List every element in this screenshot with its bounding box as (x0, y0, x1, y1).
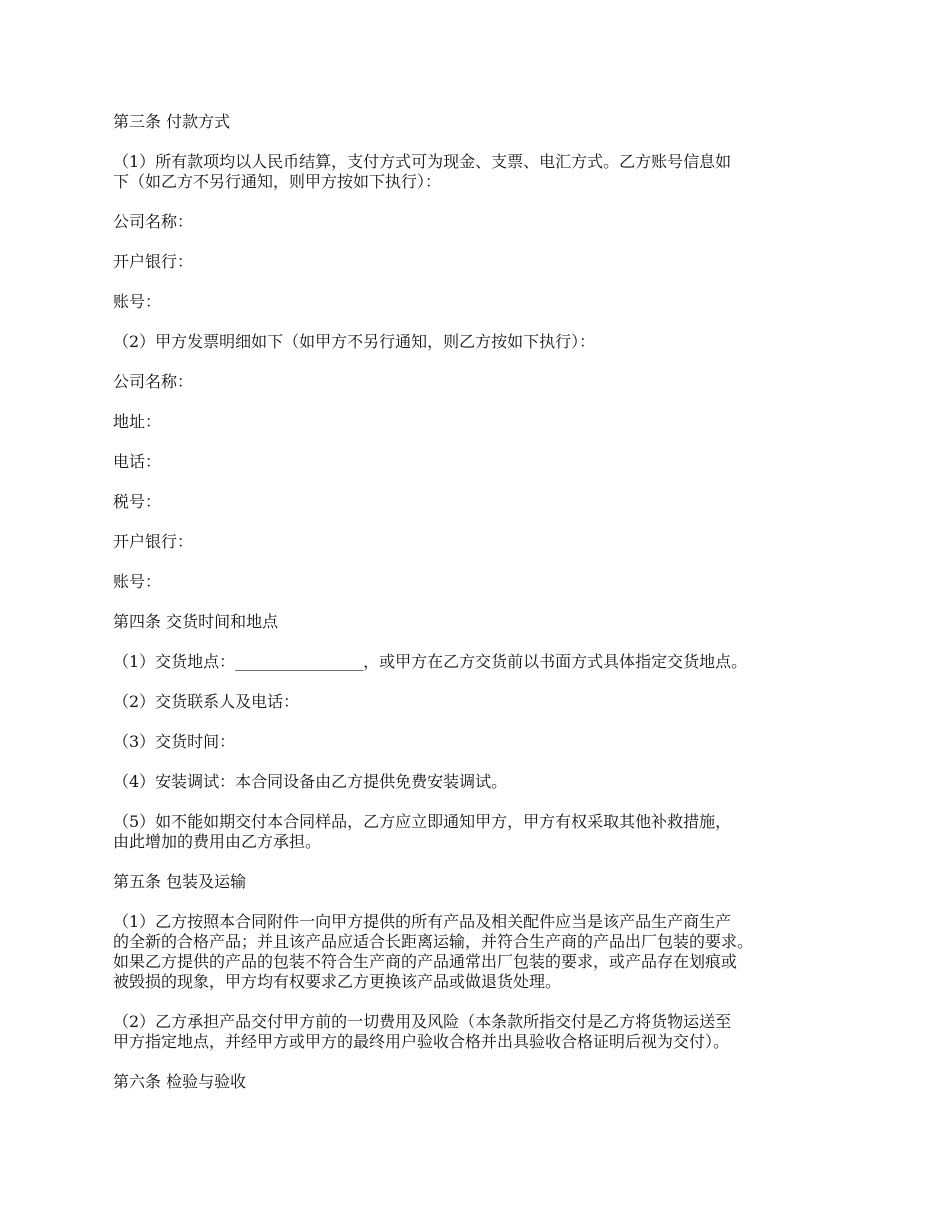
section3-account-2: 账号： (113, 572, 162, 591)
section3-company-name-2: 公司名称： (113, 372, 194, 391)
section3-account-1: 账号： (113, 292, 162, 311)
section3-address: 地址： (113, 412, 162, 431)
section4-item3: （3）交货时间： (113, 732, 236, 751)
section5-title: 第五条 包装及运输 (113, 872, 247, 891)
section4-item4: （4）安装调试：本合同设备由乙方提供免费安装调试。 (113, 772, 508, 791)
section3-item1: （1）所有款项均以人民币结算，支付方式可为现金、支票、电汇方式。乙方账号信息如 下（如乙方不另行通知，则甲方按如下执行）： (113, 152, 732, 191)
section4-title: 第四条 交货时间和地点 (113, 612, 279, 631)
section3-company-name-1: 公司名称： (113, 212, 194, 231)
section4-item5: （5）如不能如期交付本合同样品，乙方应立即通知甲方，甲方有权采取其他补救措施， 由此增加的费用由乙方承担。 (113, 812, 732, 851)
section4-item1: （1）交货地点：________________，或甲方在乙方交货前以书面方式具体指定交货地点。 (113, 652, 748, 671)
section5-item2: （2）乙方承担产品交付甲方前的一切费用及风险（本条款所指交付是乙方将货物运送至 甲方指定地点，并经甲方或甲方的最终用户验收合格并出具验收合格证明后视为交付）。 (113, 1012, 732, 1051)
section3-bank-2: 开户银行： (113, 532, 194, 551)
section3-tax-no: 税号： (113, 492, 162, 511)
section6-title: 第六条 检验与验收 (113, 1072, 247, 1091)
section3-phone: 电话： (113, 452, 162, 471)
section3-bank-1: 开户银行： (113, 252, 194, 271)
section3-item2: （2）甲方发票明细如下（如甲方不另行通知，则乙方按如下执行）： (113, 332, 596, 351)
section4-item2: （2）交货联系人及电话： (113, 692, 300, 711)
section5-item1: （1）乙方按照本合同附件一向甲方提供的所有产品及相关配件应当是该产品生产商生产 的全新的合格产品；并且该产品应适合长距离运输，并符合生产商的产品出厂包装的要求。 如果乙方提供的产品的包装不符合生产商的产品通常出厂包装的要求，或产品存在划痕或 被毁损的现象，甲方均有权要求乙方更换该产品或做退货处理。 (113, 912, 754, 991)
document-page (113, 112, 863, 1092)
section3-title: 第三条 付款方式 (113, 112, 231, 131)
